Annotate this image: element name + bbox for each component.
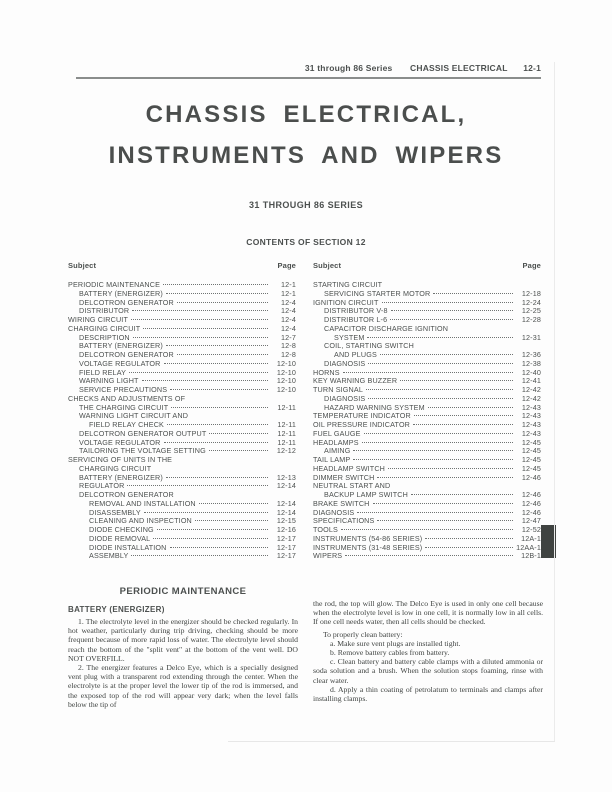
dot-leader <box>373 503 513 504</box>
page-title-line2: INSTRUMENTS AND WIPERS <box>108 142 504 169</box>
dot-leader <box>400 380 513 381</box>
page-title-line1: CHASSIS ELECTRICAL, <box>145 101 467 128</box>
body-paragraph: 1. The electrolyte level in the energizer should be checked regularly. In hot weather, particularly during trip driving, checking should be more frequent because of more rapid loss of water. The electrolyte level should reach the bottom of the "split vent" at the bottom of the vent well. DO NOT OVERFILL. <box>68 617 298 663</box>
toc-entry <box>68 411 296 420</box>
toc-entry-label: DESCRIPTION <box>79 332 130 342</box>
dot-leader <box>353 459 513 460</box>
toc-entry-page: 12-11 <box>277 437 296 447</box>
toc-entry-label: NEUTRAL START AND <box>313 481 391 491</box>
toc-entry <box>68 516 296 525</box>
toc-entry-page: 12-17 <box>276 533 296 543</box>
toc-column-right <box>313 262 541 560</box>
toc-entry <box>313 490 541 499</box>
dot-leader <box>388 468 513 469</box>
toc-entry-page: 12-10 <box>276 385 296 394</box>
toc-entry <box>313 394 541 403</box>
dot-leader <box>377 520 513 521</box>
toc-entry <box>68 359 296 368</box>
toc-entry-label: BATTERY (ENERGIZER) <box>79 288 163 298</box>
dot-leader <box>425 538 513 539</box>
toc-entry <box>313 315 541 324</box>
toc-entry-label: DIAGNOSIS <box>313 507 355 517</box>
toc-entry <box>68 306 296 315</box>
dot-leader <box>132 310 268 311</box>
toc-entry <box>313 376 541 385</box>
toc-entry-page: 12-14 <box>276 507 296 517</box>
toc-entry <box>313 411 541 420</box>
toc-entry <box>313 499 541 508</box>
toc-entry-page: 12-4 <box>281 306 296 316</box>
toc-entry-label: AND PLUGS <box>334 350 377 359</box>
toc-entry-page: 12-1 <box>281 288 296 298</box>
toc-entry-page: 12-38 <box>521 358 541 368</box>
toc-entry-label: TOOLS <box>313 525 338 534</box>
toc-entry <box>68 350 296 359</box>
toc-entry <box>313 473 541 482</box>
toc-entry <box>313 280 541 289</box>
dot-leader <box>209 450 268 451</box>
toc-entry-label: COIL, STARTING SWITCH <box>324 341 414 351</box>
dot-leader <box>413 424 513 425</box>
toc-entry-page: 12-42 <box>521 393 541 403</box>
toc-entry <box>313 306 541 315</box>
toc-entry <box>313 420 541 429</box>
toc-entry-label: THE CHARGING CIRCUIT <box>79 402 169 412</box>
toc-entry <box>68 403 296 412</box>
toc-entry-label: DISTRIBUTOR <box>79 306 130 316</box>
toc-entry <box>313 534 541 543</box>
toc-entry-page: 12-17 <box>276 551 296 561</box>
toc-entry-page: 12-45 <box>521 446 541 456</box>
toc-entry-label: HORNS <box>313 367 340 377</box>
dot-leader <box>364 433 513 434</box>
toc-entry-page: 12-7 <box>281 332 296 342</box>
toc-entry-page: 12-10 <box>276 376 296 386</box>
dot-leader <box>433 293 513 294</box>
toc-entry-page: 12-16 <box>276 525 296 534</box>
dot-leader <box>166 345 268 346</box>
toc-entry-page: 12-12 <box>276 446 296 456</box>
dot-leader <box>368 363 513 364</box>
dot-leader <box>343 372 513 373</box>
toc-entry <box>68 481 296 490</box>
toc-entry-label: VOLTAGE REGULATOR <box>79 358 161 368</box>
toc-entry-page: 12-40 <box>521 367 541 377</box>
dot-leader <box>131 319 268 320</box>
toc-entry-page: 12-43 <box>521 420 541 429</box>
toc-entry <box>68 490 296 499</box>
dot-leader <box>357 512 513 513</box>
toc-entry-label: CHECKS AND ADJUSTMENTS OF <box>68 393 186 403</box>
body-column-right <box>313 599 543 703</box>
dot-leader <box>167 424 268 425</box>
toc-entry <box>68 420 296 429</box>
toc-entry <box>313 551 541 560</box>
toc-entry-label: PERIODIC MAINTENANCE <box>68 280 161 289</box>
toc-entry-page: 12-11 <box>277 420 296 429</box>
dot-leader <box>380 354 513 355</box>
toc-entry-page: 12A-1 <box>521 533 541 543</box>
toc-entry-page: 12-43 <box>521 411 541 421</box>
toc-page-header: Page <box>522 261 541 270</box>
dot-leader <box>390 319 513 320</box>
toc-entry <box>68 525 296 534</box>
dot-leader <box>143 328 268 329</box>
toc-entry <box>68 298 296 307</box>
dot-leader <box>170 547 268 548</box>
dot-leader <box>164 363 269 364</box>
dot-leader <box>163 284 268 285</box>
toc-entry <box>313 464 541 473</box>
scan-page-edge-bottom <box>228 741 555 742</box>
dot-leader <box>195 520 268 521</box>
toc-entry <box>68 473 296 482</box>
dot-leader <box>367 337 513 338</box>
toc-entry-page: 12-41 <box>521 376 541 386</box>
toc-column-header <box>313 262 541 270</box>
dot-leader <box>362 442 513 443</box>
toc-entry <box>313 324 541 333</box>
dot-leader <box>157 529 268 530</box>
running-header-series: 31 through 86 Series <box>304 63 393 73</box>
toc-entry-page: 12-45 <box>521 437 541 447</box>
toc-entry-label: DELCOTRON GENERATOR <box>79 297 174 307</box>
body-paragraph: the rod, the top will glow. The Delco Eye is used in only one cell because when the electrolyte level is low in one cell, it is normally low in all cells. If one cell needs water, then all cells should be checked. <box>313 599 543 627</box>
toc-entry <box>68 376 296 385</box>
toc-entry-label: STARTING CIRCUIT <box>313 280 383 289</box>
toc-entry <box>68 429 296 438</box>
toc-subject-header: Subject <box>68 261 97 270</box>
dot-leader <box>366 389 513 390</box>
toc-entry-label: DISTRIBUTOR L-6 <box>324 315 388 324</box>
toc-entry-label: SERVICING OF UNITS IN THE <box>68 455 173 464</box>
body-paragraph: d. Apply a thin coating of petrolatum to terminals and clamps after installing clamps. <box>313 684 543 704</box>
dot-leader <box>391 310 513 311</box>
toc-entry-label: BATTERY (ENERGIZER) <box>79 472 163 482</box>
body-paragraph: a. Make sure vent plugs are installed tight. <box>330 638 461 648</box>
toc-entry-page: 12-46 <box>521 507 541 517</box>
toc-entry <box>68 289 296 298</box>
toc-entry-page: 12-46 <box>521 490 541 499</box>
body-paragraphs-right <box>313 599 543 703</box>
toc-column-header <box>68 262 296 270</box>
toc-entry-page: 12AA-1 <box>516 542 541 552</box>
toc-entry <box>68 385 296 394</box>
toc-entry <box>313 341 541 350</box>
toc-entry-label: TAIL LAMP <box>313 455 351 464</box>
toc-entry-label: BATTERY (ENERGIZER) <box>79 341 163 351</box>
toc-entry-label: SERVICING STARTER MOTOR <box>324 288 431 298</box>
section-heading: PERIODIC MAINTENANCE <box>119 586 247 597</box>
toc-entry-label: AIMING <box>324 446 351 456</box>
series-subtitle: 31 THROUGH 86 SERIES <box>248 200 364 210</box>
toc-entry <box>68 543 296 552</box>
toc-entry-label: FUEL GAUGE <box>313 428 361 438</box>
toc-entry <box>313 508 541 517</box>
toc-entry-label: WARNING LIGHT <box>79 376 139 386</box>
toc-entry-label: CHARGING CIRCUIT <box>79 463 152 473</box>
toc-entry-label: DELCOTRON GENERATOR <box>79 490 174 499</box>
toc-column-left <box>68 262 296 560</box>
toc-entry <box>68 455 296 464</box>
toc-entry-page: 12-8 <box>281 350 296 359</box>
running-header <box>305 63 541 73</box>
toc-entry-page: 12-42 <box>521 385 541 394</box>
dot-leader <box>428 407 513 408</box>
toc-entry-label: SPECIFICATIONS <box>313 516 375 526</box>
toc-entry <box>313 368 541 377</box>
dot-leader <box>341 529 513 530</box>
toc-entry-page: 12-43 <box>521 428 541 438</box>
toc-entry-label: REMOVAL AND INSTALLATION <box>89 498 196 508</box>
toc-entry-page: 12-13 <box>276 472 296 482</box>
toc-entry <box>68 324 296 333</box>
toc-entry <box>313 525 541 534</box>
toc-entry-label: CLEANING AND INSPECTION <box>89 516 192 526</box>
dot-leader <box>166 477 268 478</box>
body-paragraph: 2. The energizer features a Delco Eye, which is a specially designed vent plug with a transparent rod extending through the center. When the electrolyte is at the proper level the lower tip of the rod is immersed, and the exposed top of the rod will appear very dark; when the level falls below the tip of <box>68 663 298 709</box>
toc-entry-label: DIMMER SWITCH <box>313 472 375 482</box>
toc-entry-label: INSTRUMENTS (54-86 SERIES) <box>313 533 423 543</box>
toc-entry-page: 12-45 <box>521 463 541 473</box>
toc-entry-label: BACKUP LAMP SWITCH <box>324 490 408 499</box>
toc-list-left <box>68 280 296 560</box>
toc-entry-label: ASSEMBLY <box>89 551 129 561</box>
toc-entry <box>313 543 541 552</box>
toc-entry-label: SYSTEM <box>334 332 365 342</box>
toc-entry-label: DELCOTRON GENERATOR OUTPUT <box>79 428 207 438</box>
toc-entry <box>68 534 296 543</box>
toc-entry <box>68 394 296 403</box>
toc-entry-page: 12-10 <box>276 367 296 377</box>
toc-entry-label: DISASSEMBLY <box>89 507 141 517</box>
toc-entry-page: 12-31 <box>521 332 541 342</box>
toc-entry-page: 12-52 <box>521 525 541 534</box>
toc-entry <box>68 551 296 560</box>
toc-entry-page: 12-1 <box>281 280 296 289</box>
contents-heading: CONTENTS OF SECTION 12 <box>246 237 366 247</box>
toc-entry-page: 12-14 <box>276 481 296 491</box>
toc-entry-label: CHARGING CIRCUIT <box>68 323 141 333</box>
toc-entry <box>68 315 296 324</box>
toc-entry <box>313 403 541 412</box>
toc-entry-page: 12-11 <box>277 402 296 412</box>
toc-entry-label: FIELD RELAY CHECK <box>89 420 164 429</box>
toc-entry-label: WARNING LIGHT CIRCUIT AND <box>79 411 189 421</box>
toc-entry-label: HEADLAMP SWITCH <box>313 463 386 473</box>
body-paragraph: b. Remove battery cables from battery. <box>330 648 450 658</box>
toc-entry-page: 12-4 <box>281 315 296 324</box>
toc-entry <box>68 341 296 350</box>
dot-leader <box>377 477 513 478</box>
toc-entry-page: 12-36 <box>521 350 541 359</box>
toc-entry-label: SERVICE PRECAUTIONS <box>79 385 168 394</box>
dot-leader <box>411 494 513 495</box>
toc-entry-page: 12-11 <box>277 428 296 438</box>
toc-entry <box>313 333 541 342</box>
dot-leader <box>425 547 513 548</box>
toc-entry <box>313 289 541 298</box>
toc-entry-label: TAILORING THE VOLTAGE SETTING <box>79 446 206 456</box>
dot-leader <box>144 512 268 513</box>
dot-leader <box>382 302 514 303</box>
dot-leader <box>177 354 268 355</box>
toc-entry-page: 12-45 <box>521 455 541 464</box>
toc-entry-page: 12-43 <box>521 402 541 412</box>
toc-entry-label: DIAGNOSIS <box>324 358 366 368</box>
toc-entry <box>313 429 541 438</box>
running-header-section: CHASSIS ELECTRICAL <box>410 63 508 73</box>
toc-entry-label: KEY WARNING BUZZER <box>313 376 398 386</box>
toc-entry-label: BRAKE SWITCH <box>313 498 370 508</box>
toc-entry <box>313 350 541 359</box>
dot-leader <box>127 485 268 486</box>
toc-list-right <box>313 280 541 560</box>
toc-entry-label: DELCOTRON GENERATOR <box>79 350 174 359</box>
toc-entry-label: DISTRIBUTOR V-8 <box>324 306 388 316</box>
toc-entry <box>68 280 296 289</box>
toc-entry-label: TURN SIGNAL <box>313 385 363 394</box>
toc-entry-page: 12-17 <box>276 542 296 552</box>
dot-leader <box>353 450 513 451</box>
dot-leader <box>170 389 268 390</box>
toc-entry <box>313 298 541 307</box>
dot-leader <box>129 372 268 373</box>
header-rule <box>76 77 541 79</box>
toc-entry-page: 12-25 <box>521 306 541 316</box>
dot-leader <box>368 398 513 399</box>
toc-entry <box>68 499 296 508</box>
toc-entry-page: 12B-1 <box>521 551 541 561</box>
toc-entry-label: DIODE REMOVAL <box>89 533 151 543</box>
toc-entry-page: 12-28 <box>521 315 541 324</box>
toc-entry-page: 12-4 <box>281 297 296 307</box>
running-header-page-number: 12-1 <box>523 63 541 73</box>
toc-entry-label: INSTRUMENTS (31-48 SERIES) <box>313 542 423 552</box>
toc-entry-label: HEADLAMPS <box>313 437 359 447</box>
toc-entry <box>68 368 296 377</box>
toc-entry <box>68 446 296 455</box>
dot-leader <box>345 555 513 556</box>
dot-leader <box>131 555 268 556</box>
toc-entry-label: CAPACITOR DISCHARGE IGNITION <box>324 323 449 333</box>
toc-entry-page: 12-24 <box>521 297 541 307</box>
page-title <box>36 94 576 176</box>
toc-entry-page: 12-8 <box>281 341 296 351</box>
toc-entry <box>68 508 296 517</box>
toc-entry <box>313 481 541 490</box>
toc-entry-label: FIELD RELAY <box>79 367 127 377</box>
toc-entry-page: 12-14 <box>276 498 296 508</box>
toc-entry <box>68 333 296 342</box>
dot-leader <box>142 380 268 381</box>
toc-entry-page: 12-46 <box>521 472 541 482</box>
toc-entry-label: DIAGNOSIS <box>324 393 366 403</box>
body-column-left <box>68 586 298 709</box>
toc-entry-label: IGNITION CIRCUIT <box>313 297 379 307</box>
toc-entry-page: 12-4 <box>281 323 296 333</box>
dot-leader <box>164 442 269 443</box>
dot-leader <box>177 302 268 303</box>
body-paragraph: c. Clean battery and battery cable clamps with a diluted ammonia or soda solution and a brush. When the solution stops foaming, rinse with clear water. <box>313 657 543 685</box>
toc-entry <box>313 516 541 525</box>
toc-entry <box>313 385 541 394</box>
toc-entry <box>68 464 296 473</box>
dot-leader <box>171 407 268 408</box>
dot-leader <box>414 415 513 416</box>
toc-entry <box>313 438 541 447</box>
toc-entry-page: 12-46 <box>521 498 541 508</box>
dot-leader <box>133 337 268 338</box>
toc-entry-label: WIPERS <box>313 551 343 561</box>
toc-entry-label: DIODE CHECKING <box>89 525 154 534</box>
toc-entry-label: OIL PRESSURE INDICATOR <box>313 420 411 429</box>
dot-leader <box>199 503 268 504</box>
toc-entry <box>313 446 541 455</box>
toc-entry <box>313 359 541 368</box>
toc-entry-label: HAZARD WARNING SYSTEM <box>324 402 425 412</box>
toc-entry-label: REGULATOR <box>79 481 125 491</box>
dot-leader <box>153 538 268 539</box>
toc-entry-page: 12-10 <box>276 358 296 368</box>
scan-page-edge-right <box>554 62 555 741</box>
toc-entry-label: DIODE INSTALLATION <box>89 542 167 552</box>
toc-entry-label: WIRING CIRCUIT <box>68 315 128 324</box>
toc-entry-page: 12-47 <box>521 516 541 526</box>
toc-entry <box>68 438 296 447</box>
body-paragraphs-left <box>68 617 298 709</box>
toc-entry-page: 12-18 <box>521 288 541 298</box>
sub-heading: BATTERY (ENERGIZER) <box>68 605 165 614</box>
toc-entry-label: TEMPERATURE INDICATOR <box>313 411 411 421</box>
toc-entry-label: VOLTAGE REGULATOR <box>79 437 161 447</box>
toc-subject-header: Subject <box>313 261 342 270</box>
dot-leader <box>209 433 268 434</box>
toc-entry-page: 12-15 <box>276 516 296 526</box>
toc-page-header: Page <box>277 261 296 270</box>
toc-entry <box>313 455 541 464</box>
dot-leader <box>166 293 268 294</box>
body-paragraph: To properly clean battery: <box>323 629 403 639</box>
